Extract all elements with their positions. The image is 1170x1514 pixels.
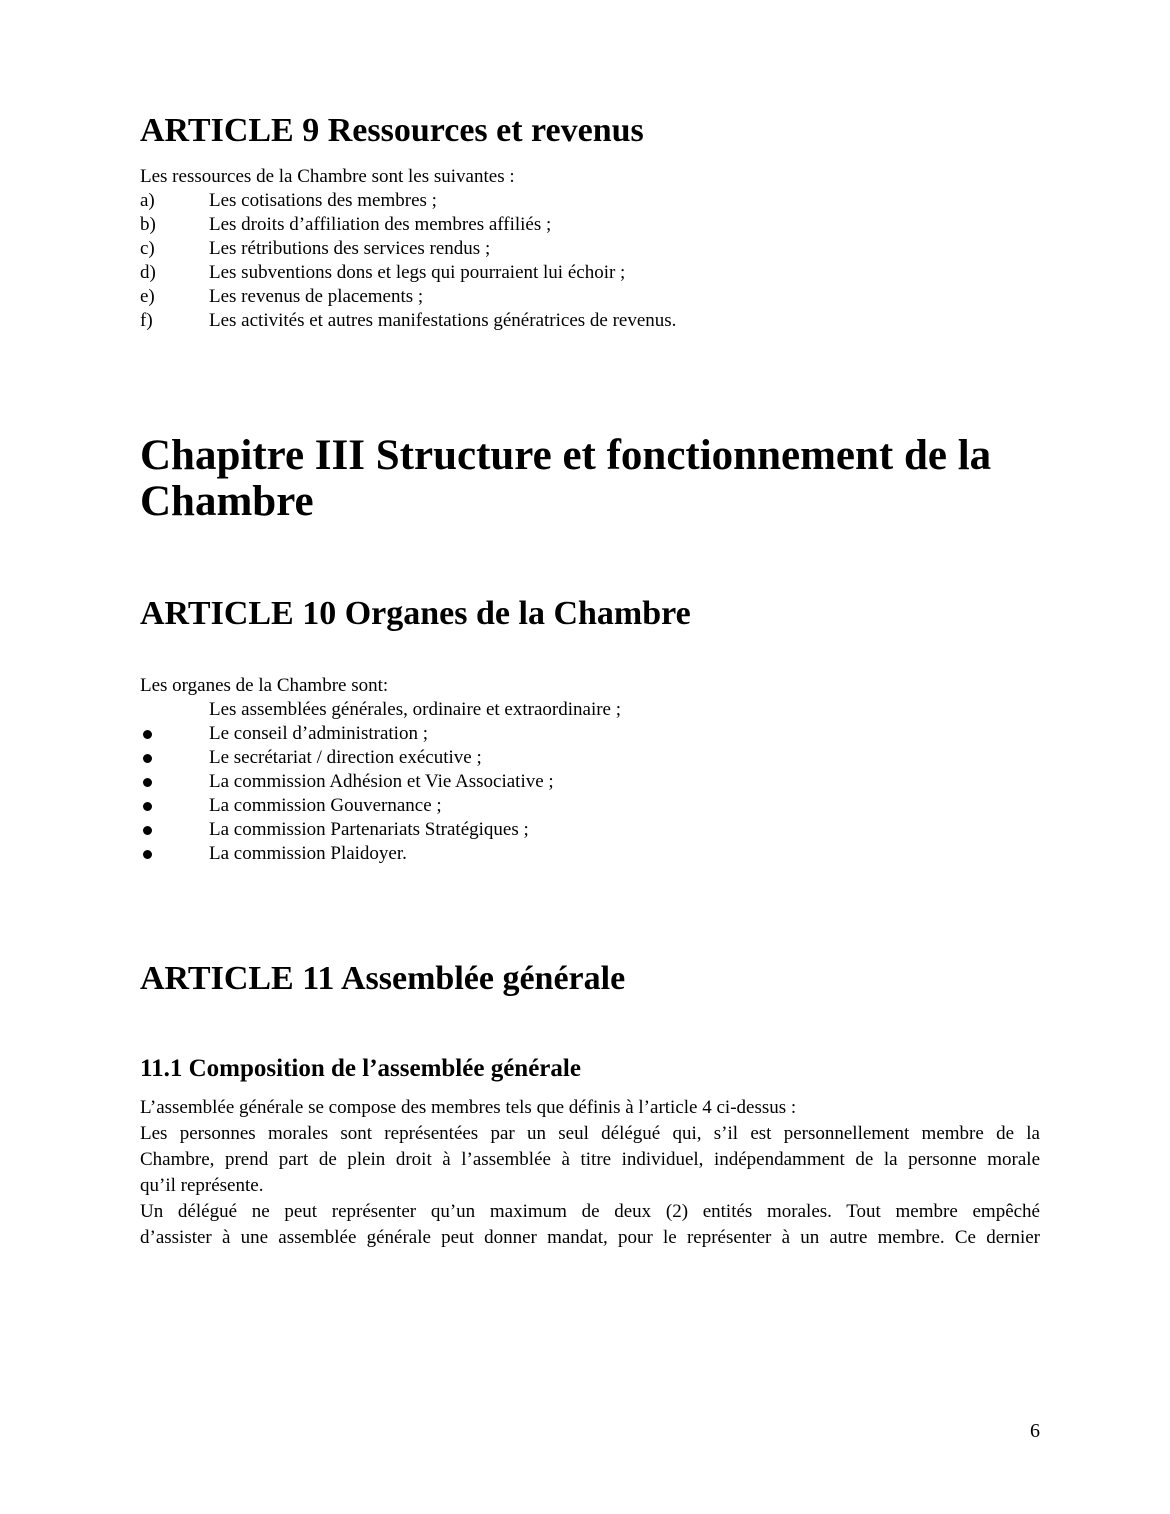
bullet-marker: [140, 818, 209, 842]
article-9-heading: ARTICLE 9 Ressources et revenus: [140, 112, 644, 149]
list-item-text: La commission Plaidoyer.: [209, 843, 407, 864]
bullet-marker: [140, 842, 209, 866]
bullet-marker: [140, 746, 209, 770]
list-item-text: Les assemblées générales, ordinaire et extraordinaire ;: [209, 699, 622, 720]
letter-marker: f): [140, 310, 153, 331]
article-10-bullet-list: [140, 698, 1040, 866]
list-item: [140, 722, 1040, 746]
letter-marker: c): [140, 238, 155, 259]
letter-marker: d): [140, 262, 156, 283]
list-item-text: Les cotisations des membres ;: [209, 190, 437, 211]
page-content: [140, 0, 1040, 1251]
list-item: [140, 770, 1040, 794]
paragraph: [140, 1199, 1040, 1251]
list-item: [140, 698, 1040, 722]
paragraph-line: d’assister à une assemblée générale peut donner mandat, pour le représenter à un autre membre. Ce dernier: [140, 1227, 1040, 1248]
list-item: [140, 842, 1040, 866]
list-item-text: Les subventions dons et legs qui pourraient lui échoir ;: [209, 262, 626, 283]
bullet-marker: [140, 770, 209, 794]
article-11-heading: ARTICLE 11 Assemblée générale: [140, 960, 626, 997]
list-item: [140, 189, 1040, 213]
list-item-text: Le secrétariat / direction exécutive ;: [209, 747, 482, 768]
article-9-lettered-list: [140, 189, 1040, 333]
paragraph-line: Les personnes morales sont représentées par un seul délégué qui, s’il est personnellement membre de la: [140, 1123, 1040, 1144]
bullet-icon: [143, 754, 152, 763]
empty-marker: [140, 698, 209, 722]
article-10-intro: Les organes de la Chambre sont:: [140, 675, 389, 696]
letter-marker: a): [140, 190, 155, 211]
list-item: [140, 213, 1040, 237]
article-10-heading: ARTICLE 10 Organes de la Chambre: [140, 595, 691, 632]
paragraph-line: Chambre, prend part de plein droit à l’assemblée à titre individuel, indépendamment de la personne morale: [140, 1149, 1040, 1170]
list-item: [140, 285, 1040, 309]
paragraph: [140, 1095, 1040, 1121]
paragraph-line: Un délégué ne peut représenter qu’un maximum de deux (2) entités morales. Tout membre empêché: [140, 1201, 1040, 1222]
bullet-icon: [143, 802, 152, 811]
bullet-marker: [140, 722, 209, 746]
section-11-1-heading: 11.1 Composition de l’assemblée générale: [140, 1055, 581, 1082]
bullet-icon: [143, 850, 152, 859]
list-item: [140, 794, 1040, 818]
list-item: [140, 746, 1040, 770]
bullet-marker: [140, 794, 209, 818]
letter-marker: b): [140, 214, 156, 235]
letter-marker: e): [140, 286, 155, 307]
paragraph-line: qu’il représente.: [140, 1175, 264, 1196]
list-item-text: Les activités et autres manifestations génératrices de revenus.: [209, 310, 677, 331]
paragraph-line: L’assemblée générale se compose des membres tels que définis à l’article 4 ci-dessus :: [140, 1097, 797, 1118]
bullet-icon: [143, 826, 152, 835]
bullet-icon: [143, 778, 152, 787]
list-item-text: La commission Adhésion et Vie Associative ;: [209, 771, 554, 792]
list-item: [140, 818, 1040, 842]
list-item-text: Les revenus de placements ;: [209, 286, 424, 307]
list-item-text: Les droits d’affiliation des membres affiliés ;: [209, 214, 552, 235]
list-item-text: Les rétributions des services rendus ;: [209, 238, 491, 259]
article-9-intro: Les ressources de la Chambre sont les suivantes :: [140, 166, 515, 187]
list-item: [140, 309, 1040, 333]
bullet-icon: [143, 730, 152, 739]
chapter-3-heading: Chapitre III Structure et fonctionnement de la Chambre: [140, 432, 992, 525]
page-number: 6: [1030, 1420, 1040, 1442]
list-item-text: La commission Partenariats Stratégiques ;: [209, 819, 529, 840]
section-11-1-paragraphs: [140, 1095, 1040, 1251]
list-item: [140, 261, 1040, 285]
list-item-text: La commission Gouvernance ;: [209, 795, 442, 816]
paragraph: [140, 1121, 1040, 1199]
list-item: [140, 237, 1040, 261]
list-item-text: Le conseil d’administration ;: [209, 723, 428, 744]
